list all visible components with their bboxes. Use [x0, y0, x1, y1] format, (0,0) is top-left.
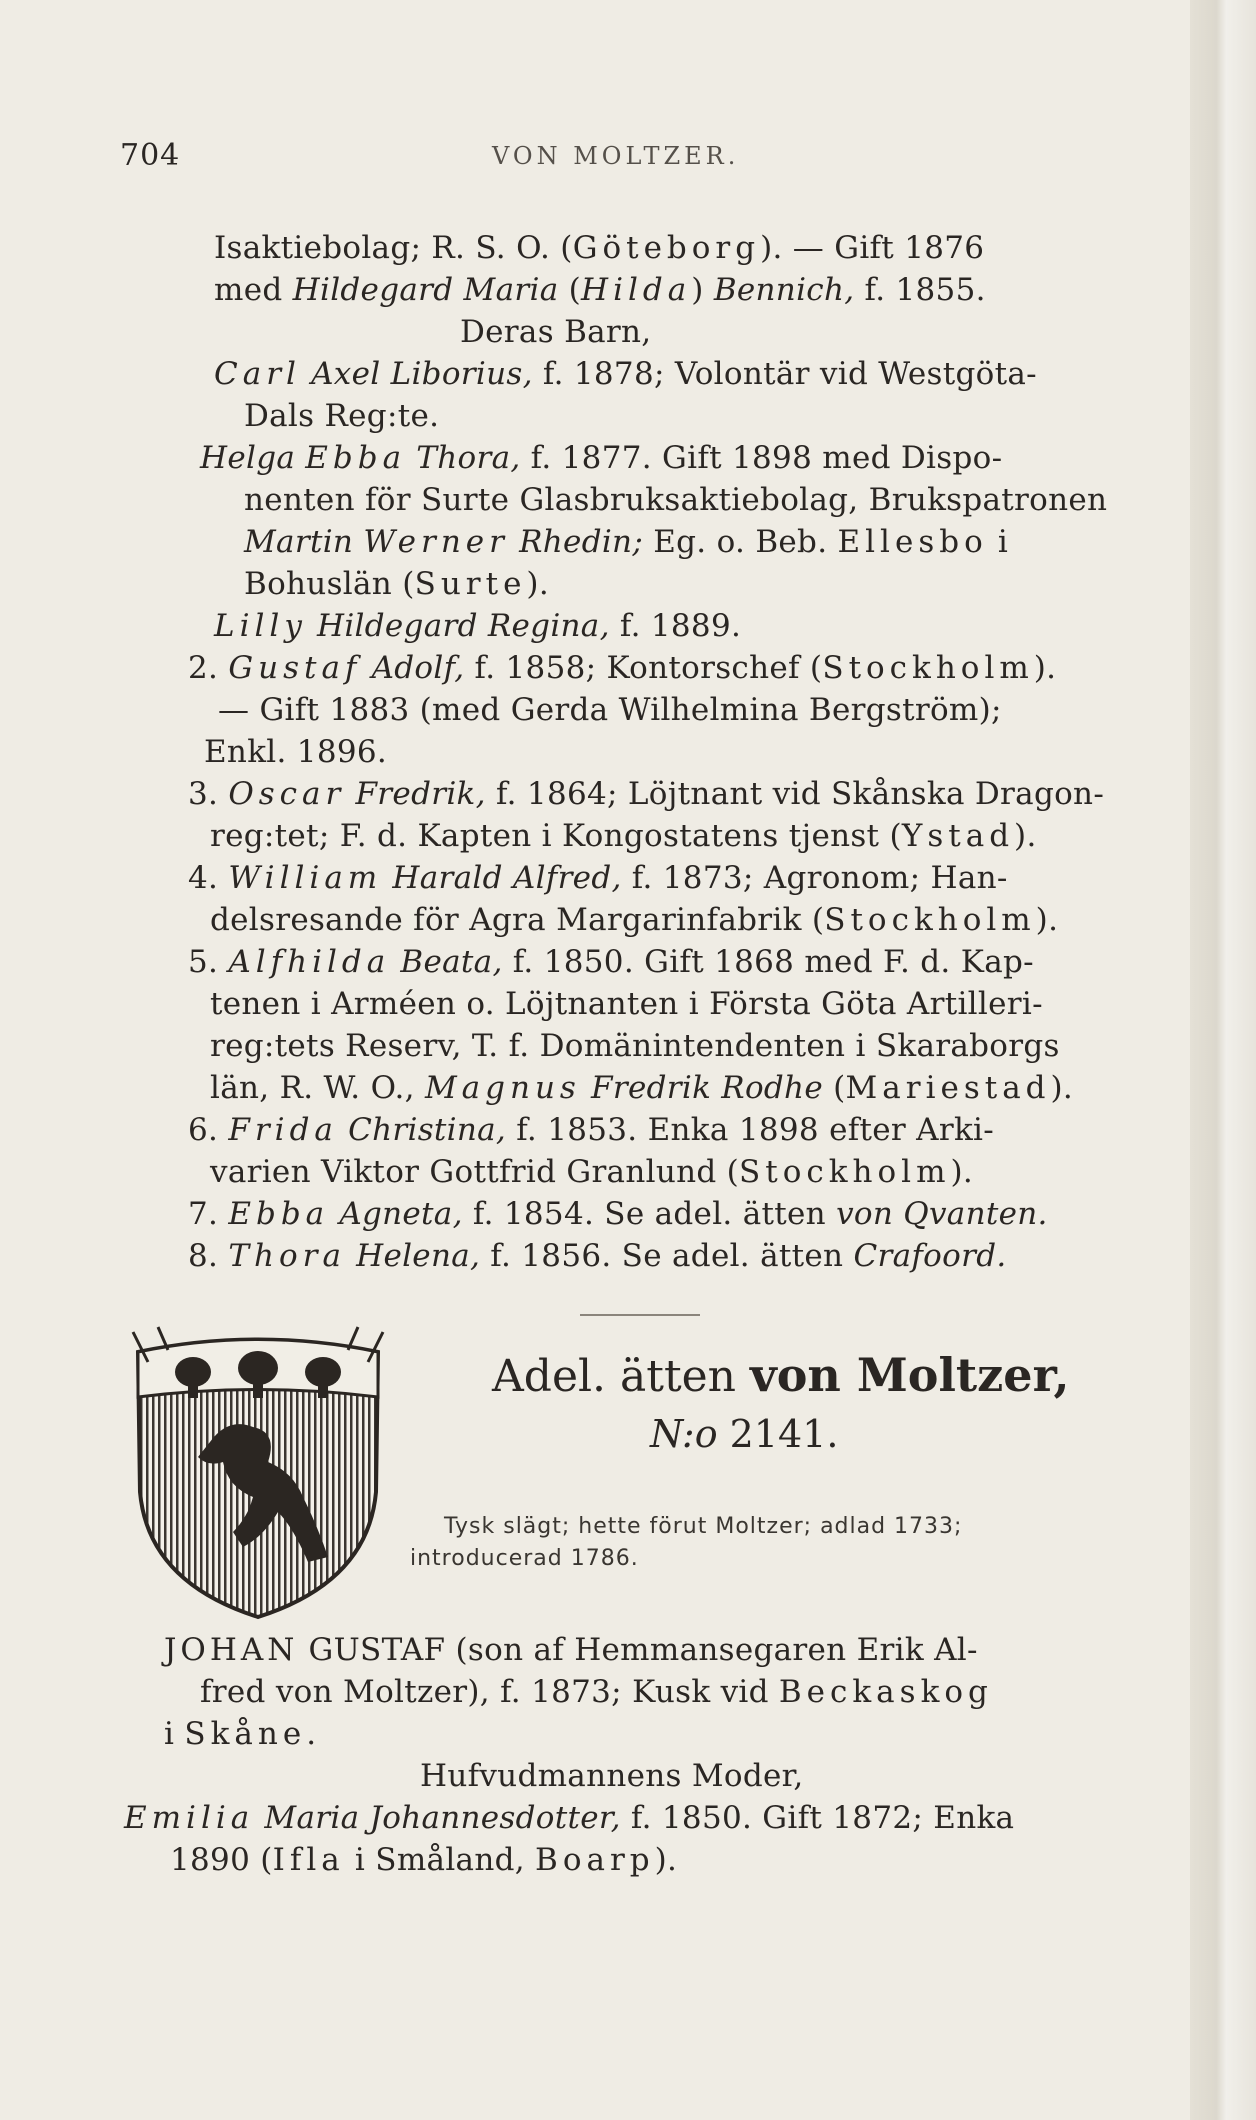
family-title-name: von Moltzer,	[749, 1348, 1070, 1402]
person-name: Adolf,	[371, 650, 465, 686]
person-name: Maria Johannesdotter,	[264, 1800, 621, 1836]
page-header	[120, 138, 1140, 178]
person-name: Ebba	[305, 440, 407, 476]
text-segment: 3.	[188, 776, 229, 812]
family-note-line-1: Tysk slägt; hette förut Moltzer; adlad 1733;	[444, 1514, 963, 1539]
coat-of-arms-icon	[128, 1322, 388, 1622]
text-segment: f. 1873; Agronom; Han-	[621, 860, 1008, 896]
upper-text-line	[210, 900, 1058, 940]
text-segment: f. 1850. Gift 1868 med F. d. Kap-	[502, 944, 1034, 980]
person-name: Werner	[363, 524, 509, 560]
person-name: Magnus	[424, 1070, 581, 1106]
text-segment	[509, 524, 519, 560]
person-name: von Qvanten.	[836, 1196, 1048, 1232]
text-segment	[307, 608, 317, 644]
person-name: Ebba	[228, 1196, 330, 1232]
text-segment: Hufvudmannens Moder,	[420, 1758, 804, 1794]
person-name: Emilia	[124, 1800, 255, 1836]
upper-text-line	[218, 690, 1002, 730]
person-name: Thora	[228, 1238, 346, 1274]
upper-text-line	[460, 312, 651, 352]
running-title: VON MOLTZER.	[492, 142, 740, 170]
text-segment: Eg. o. Beb.	[643, 524, 838, 560]
person-name: Helena,	[356, 1238, 481, 1274]
lower-text-line	[200, 1672, 993, 1712]
text-segment: f. 1854. Se adel. ätten	[462, 1196, 837, 1232]
text-segment: Beckaskog	[778, 1674, 993, 1710]
text-segment: GUSTAF (son af Hemmansegaren Erik Al-	[298, 1632, 978, 1668]
person-name: Agneta,	[339, 1196, 463, 1232]
family-title-prefix: Adel. ätten	[492, 1351, 750, 1402]
person-name: Harald Alfred,	[392, 860, 622, 896]
text-segment: län, R. W. O.,	[210, 1070, 425, 1106]
text-segment: Stockholm	[824, 902, 1036, 938]
family-number	[650, 1412, 838, 1456]
text-segment	[361, 650, 371, 686]
person-name: Oscar	[228, 776, 346, 812]
text-segment: )	[691, 272, 714, 308]
text-segment: f. 1877. Gift 1898 med Dispo-	[520, 440, 1003, 476]
text-segment: (	[558, 272, 582, 308]
text-segment: Stockholm	[739, 1154, 951, 1190]
text-segment	[353, 524, 363, 560]
text-segment: Stockholm	[822, 650, 1034, 686]
person-name: Fredrik,	[355, 776, 486, 812]
text-segment: f. 1853. Enka 1898 efter Arki-	[506, 1112, 995, 1148]
text-segment: Ifla	[272, 1842, 345, 1878]
text-segment: Dals Reg:te.	[244, 398, 440, 434]
upper-text-line	[188, 858, 1008, 898]
text-segment: 5.	[188, 944, 229, 980]
text-segment: ).	[1033, 650, 1057, 686]
family-note-line-2: introducerad 1786.	[410, 1546, 639, 1571]
text-segment: nenten för Surte Glasbruksaktiebolag, Brukspatronen	[244, 482, 1108, 518]
person-name: Bennich,	[713, 272, 855, 308]
text-segment: f. 1864; Löjtnant vid Skånska Dragon-	[485, 776, 1105, 812]
text-segment: ).	[654, 1842, 678, 1878]
text-segment: f. 1878; Volontär vid Westgöta-	[532, 356, 1037, 392]
upper-text-line	[204, 732, 387, 772]
text-segment: i	[987, 524, 1009, 560]
text-segment	[345, 776, 355, 812]
upper-text-line	[244, 396, 439, 436]
lower-text-line	[164, 1714, 316, 1754]
text-segment	[390, 944, 400, 980]
upper-text-line	[244, 522, 1008, 562]
lower-text-line	[124, 1798, 1014, 1838]
text-segment: Skåne	[184, 1716, 307, 1752]
upper-text-line	[188, 1236, 1007, 1276]
text-segment: ).	[1050, 1070, 1074, 1106]
text-segment: f. 1850. Gift 1872; Enka	[620, 1800, 1015, 1836]
section-divider	[580, 1314, 700, 1316]
text-segment: Surte	[414, 566, 527, 602]
text-segment: (	[822, 1070, 846, 1106]
text-segment: Ystad	[901, 818, 1015, 854]
person-name: Crafoord.	[853, 1238, 1007, 1274]
upper-text-line	[210, 1152, 973, 1192]
text-segment: f. 1855.	[854, 272, 986, 308]
person-name: Thora,	[416, 440, 521, 476]
text-segment: Boarp	[535, 1842, 655, 1878]
upper-text-line	[188, 774, 1104, 814]
upper-text-line	[210, 816, 1037, 856]
text-segment: Ellesbo	[837, 524, 988, 560]
upper-text-line	[188, 1194, 1048, 1234]
person-name: Lilly	[214, 608, 307, 644]
family-title	[492, 1348, 1069, 1402]
text-segment	[301, 356, 311, 392]
text-segment: 2.	[188, 650, 229, 686]
person-name: Gustaf	[228, 650, 362, 686]
person-name: Hildegard Regina,	[317, 608, 610, 644]
upper-text-line	[214, 606, 741, 646]
text-segment: Bohuslän (	[244, 566, 415, 602]
text-segment: Göteborg	[572, 230, 761, 266]
person-name: Frida	[228, 1112, 338, 1148]
text-segment: Mariestad	[845, 1070, 1051, 1106]
text-segment: 6.	[188, 1112, 229, 1148]
person-name: Hildegard Maria	[292, 272, 559, 308]
text-segment: — Gift 1883 (med Gerda Wilhelmina Bergström);	[218, 692, 1002, 728]
text-segment: ).	[1014, 818, 1037, 854]
upper-text-line	[200, 438, 1002, 478]
upper-text-line	[188, 648, 1056, 688]
text-segment: f. 1889.	[609, 608, 742, 644]
person-name: Axel Liborius,	[311, 356, 533, 392]
lower-text-line	[170, 1840, 677, 1880]
upper-text-line	[244, 564, 549, 604]
text-segment: ).	[1035, 902, 1059, 938]
text-segment: Deras Barn,	[460, 314, 652, 350]
text-segment: tenen i Arméen o. Löjtnanten i Första Göta Artilleri-	[210, 986, 1043, 1022]
text-segment	[382, 860, 392, 896]
person-name: Carl	[214, 356, 301, 392]
person-name: Christina,	[348, 1112, 507, 1148]
text-segment: .	[306, 1716, 317, 1752]
text-segment	[295, 440, 305, 476]
text-segment	[329, 1196, 339, 1232]
upper-text-line	[244, 480, 1107, 520]
upper-text-line	[214, 228, 984, 268]
text-segment	[406, 440, 416, 476]
text-segment: 1890 (	[170, 1842, 273, 1878]
text-segment: Enkl. 1896.	[204, 734, 388, 770]
text-segment: i Småland,	[344, 1842, 536, 1878]
family-number-prefix: N:o	[650, 1412, 718, 1456]
text-segment: delsresande för Agra Margarinfabrik (	[210, 902, 825, 938]
upper-text-line	[214, 270, 986, 310]
person-name: Fredrik Rodhe	[591, 1070, 823, 1106]
upper-text-line	[210, 984, 1043, 1024]
person-name: Helga	[200, 440, 296, 476]
text-segment: i	[164, 1716, 185, 1752]
text-segment	[346, 1238, 356, 1274]
text-segment: ).	[526, 566, 549, 602]
person-name: Beata,	[400, 944, 503, 980]
text-segment: Isaktiebolag; R. S. O. (	[214, 230, 573, 266]
upper-text-line	[210, 1068, 1073, 1108]
person-name: Alfhilda	[228, 944, 391, 980]
lower-text-line	[420, 1756, 804, 1796]
upper-text-line	[210, 1026, 1060, 1066]
page-number: 704	[120, 138, 181, 173]
text-segment: 8.	[188, 1238, 229, 1274]
text-segment: med	[214, 272, 293, 308]
text-segment: 4.	[188, 860, 229, 896]
upper-text-line	[188, 1110, 994, 1150]
text-segment: f. 1858; Kontorschef (	[464, 650, 823, 686]
upper-text-line	[214, 354, 1037, 394]
person-name: Hilda	[581, 272, 692, 308]
text-segment	[338, 1112, 348, 1148]
text-segment: reg:tet; F. d. Kapten i Kongostatens tjenst (	[210, 818, 902, 854]
text-segment: JOHAN	[164, 1632, 299, 1668]
page-edge	[1190, 0, 1256, 2120]
text-segment: fred von Moltzer), f. 1873; Kusk vid	[200, 1674, 779, 1710]
text-segment	[581, 1070, 591, 1106]
text-segment: ).	[950, 1154, 974, 1190]
lower-text-line	[164, 1630, 978, 1670]
family-number-value: 2141.	[717, 1412, 839, 1456]
person-name: William	[228, 860, 383, 896]
text-segment: ). — Gift 1876	[760, 230, 985, 266]
text-segment: varien Viktor Gottfrid Granlund (	[210, 1154, 740, 1190]
person-name: Rhedin;	[519, 524, 644, 560]
text-segment: reg:tets Reserv, T. f. Domänintendenten i Skaraborgs	[210, 1028, 1060, 1064]
person-name: Martin	[244, 524, 354, 560]
text-segment: 7.	[188, 1196, 229, 1232]
upper-text-line	[188, 942, 1034, 982]
text-segment: f. 1856. Se adel. ätten	[480, 1238, 854, 1274]
text-segment	[254, 1800, 264, 1836]
